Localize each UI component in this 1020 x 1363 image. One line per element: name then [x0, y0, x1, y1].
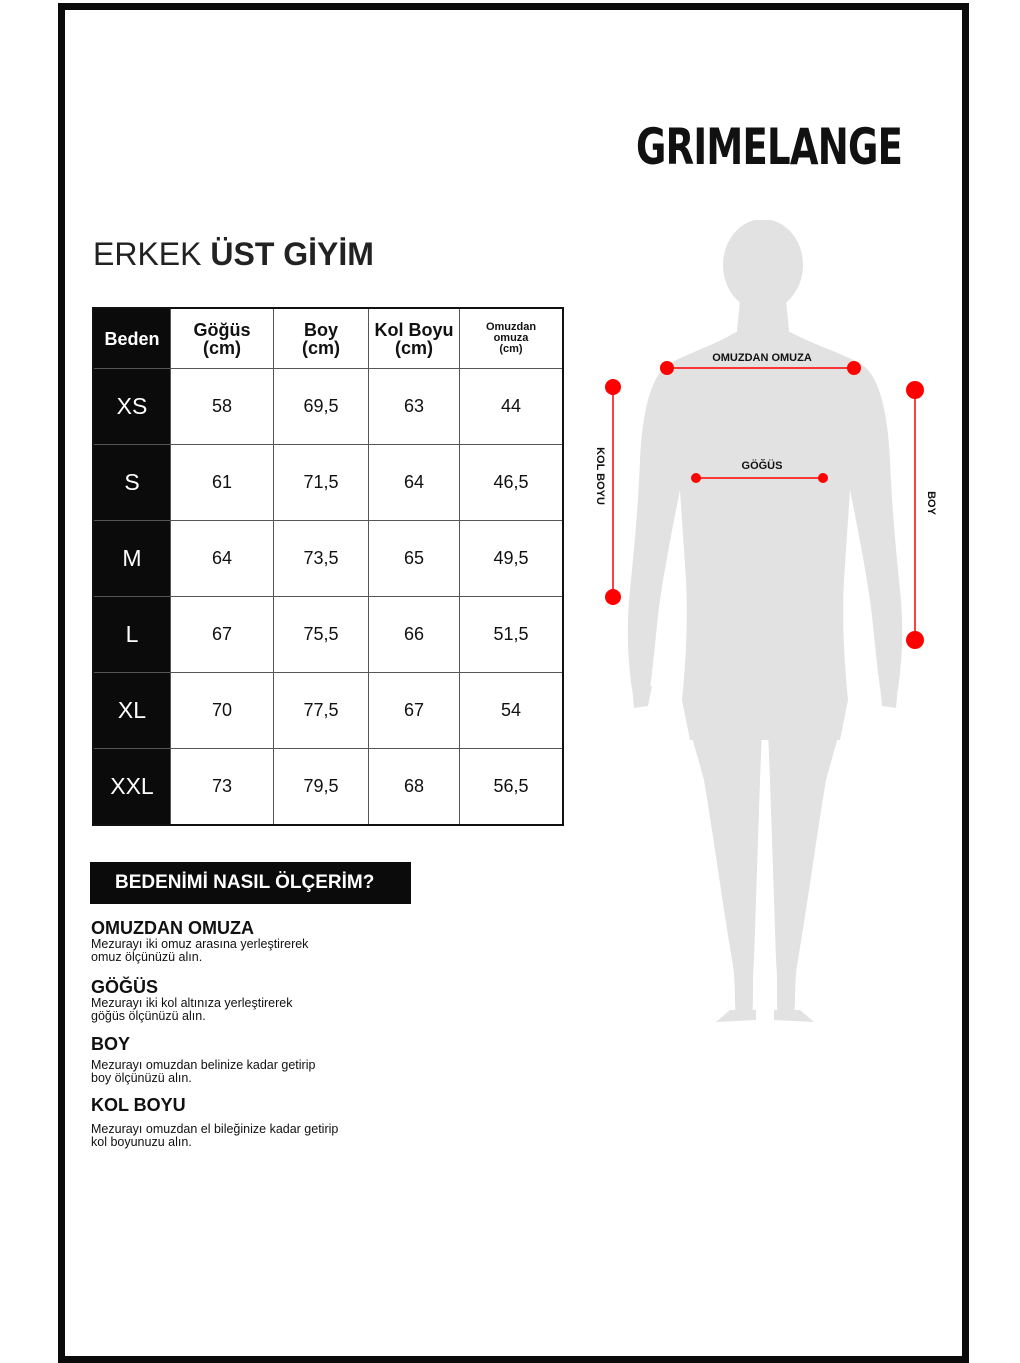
size-label: XXL — [93, 749, 171, 826]
boy-value: 73,5 — [274, 521, 369, 597]
header-kol-line2: (cm) — [394, 337, 433, 358]
kol-value: 65 — [369, 521, 460, 597]
header-beden: Beden — [93, 308, 171, 369]
guide-chest-line2: göğüs ölçünüzü alın. — [91, 1009, 206, 1023]
header-boy-line1: Boy — [303, 319, 338, 340]
guide-length — [91, 1034, 391, 1085]
kol-value: 63 — [369, 369, 460, 445]
chest-label: GÖĞÜS — [741, 460, 783, 472]
sleeve-measure — [605, 379, 621, 605]
kol-value: 68 — [369, 749, 460, 826]
gogus-value: 61 — [171, 445, 274, 521]
header-omuz — [460, 308, 564, 369]
guide-length-line1: Mezurayı omuzdan belinize kadar getirip — [91, 1058, 316, 1072]
size-label: XL — [93, 673, 171, 749]
guide-chest-line1: Mezurayı iki kol altınıza yerleştirerek — [91, 996, 293, 1010]
guide-chest — [91, 977, 391, 1023]
header-gogus-line2: (cm) — [202, 337, 241, 358]
shoulder-label: OMUZDAN OMUZA — [712, 352, 812, 364]
omuz-value: 46,5 — [460, 445, 564, 521]
guide-length-line2: boy ölçünüzü alın. — [91, 1071, 192, 1085]
header-boy — [274, 308, 369, 369]
gogus-value: 67 — [171, 597, 274, 673]
table-row — [93, 369, 563, 445]
gogus-value: 64 — [171, 521, 274, 597]
boy-value: 75,5 — [274, 597, 369, 673]
header-gogus-line1: Göğüs — [193, 319, 251, 340]
boy-value: 69,5 — [274, 369, 369, 445]
guide-length-title: BOY — [91, 1034, 131, 1054]
length-measure — [906, 381, 924, 649]
guide-sleeve-title: KOL BOYU — [91, 1095, 186, 1115]
kol-value: 66 — [369, 597, 460, 673]
howto-heading: BEDENİMİ NASIL ÖLÇERİM? — [90, 862, 411, 904]
guide-sleeve-line2: kol boyunuzu alın. — [91, 1135, 192, 1149]
size-label: XS — [93, 369, 171, 445]
header-kol-boyu — [369, 308, 460, 369]
title-bold: ÜST GİYİM — [210, 236, 374, 272]
guide-sleeve — [91, 1095, 391, 1149]
gogus-value: 73 — [171, 749, 274, 826]
table-row — [93, 749, 563, 826]
omuz-value: 49,5 — [460, 521, 564, 597]
body-silhouette — [628, 220, 902, 1022]
boy-value: 77,5 — [274, 673, 369, 749]
boy-value: 71,5 — [274, 445, 369, 521]
table-row — [93, 597, 563, 673]
size-label: L — [93, 597, 171, 673]
size-label: S — [93, 445, 171, 521]
header-kol-line1: Kol Boyu — [374, 319, 454, 340]
table-row — [93, 521, 563, 597]
kol-value: 67 — [369, 673, 460, 749]
header-boy-line2: (cm) — [301, 337, 340, 358]
kol-value: 64 — [369, 445, 460, 521]
header-gogus — [171, 308, 274, 369]
title-light: ERKEK — [93, 236, 202, 272]
guide-shoulder-line1: Mezurayı iki omuz arasına yerleştirerek — [91, 937, 309, 951]
boy-value: 79,5 — [274, 749, 369, 826]
guide-shoulder-line2: omuz ölçünüzü alın. — [91, 950, 203, 964]
omuz-value: 54 — [460, 673, 564, 749]
header-omuz-line2: omuza — [493, 332, 529, 344]
size-label: M — [93, 521, 171, 597]
table-row — [93, 445, 563, 521]
table-header-row — [93, 308, 563, 369]
guide-chest-title: GÖĞÜS — [91, 977, 159, 997]
omuz-value: 44 — [460, 369, 564, 445]
guide-shoulder-title: OMUZDAN OMUZA — [91, 918, 254, 938]
measurement-figure — [590, 220, 950, 1030]
header-omuz-line3: (cm) — [499, 343, 523, 355]
guide-sleeve-line1: Mezurayı omuzdan el bileğinize kadar getirip — [91, 1122, 339, 1136]
sleeve-label: KOL BOYU — [594, 447, 606, 505]
page-title — [93, 236, 374, 273]
table-row — [93, 673, 563, 749]
size-table — [92, 307, 564, 826]
gogus-value: 58 — [171, 369, 274, 445]
omuz-value: 51,5 — [460, 597, 564, 673]
brand-logo: GRIMELANGE — [636, 118, 903, 176]
length-label: BOY — [925, 491, 937, 515]
header-omuz-line1: Omuzdan — [485, 321, 537, 333]
gogus-value: 70 — [171, 673, 274, 749]
guide-shoulder — [91, 918, 391, 964]
omuz-value: 56,5 — [460, 749, 564, 826]
